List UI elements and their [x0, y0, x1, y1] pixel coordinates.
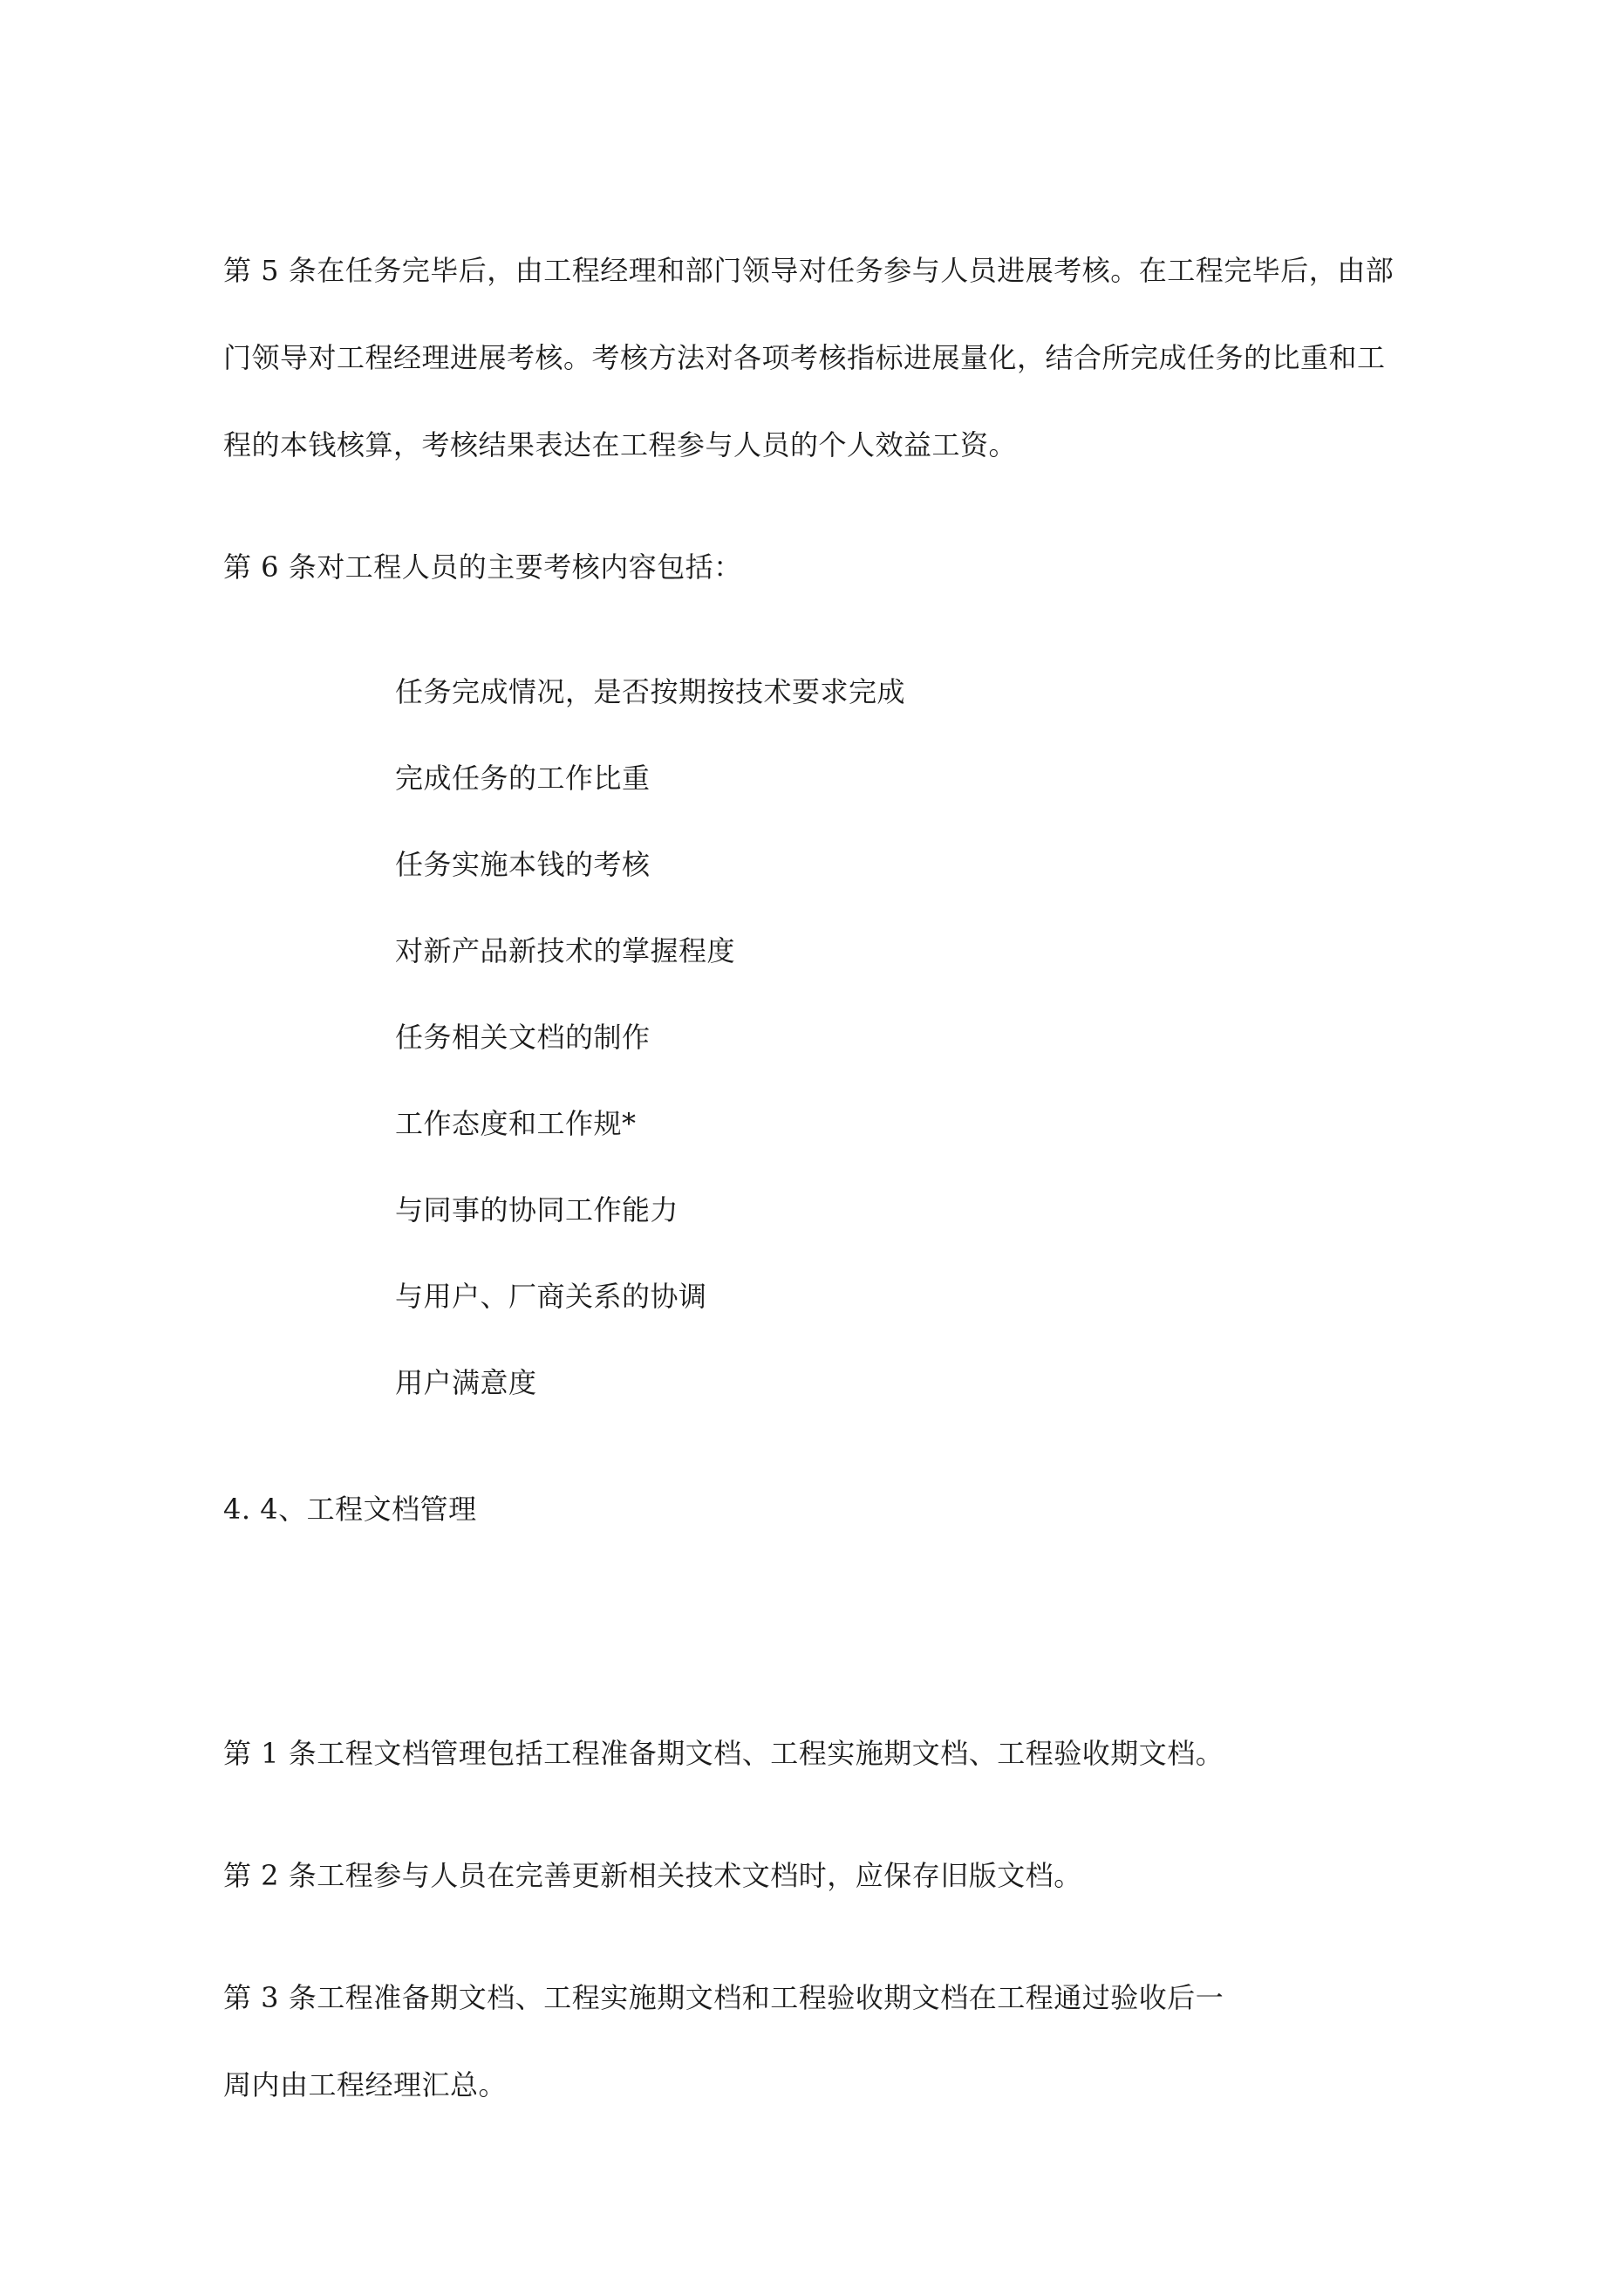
- doc-article-3-line-1: 第 3 条工程准备期文档、工程实施期文档和工程验收期文档在工程通过验收后一: [223, 1981, 1224, 2014]
- assessment-item: 任务完成情况，是否按期按技术要求完成: [395, 675, 906, 708]
- assessment-item: 任务相关文档的制作: [395, 1021, 651, 1054]
- article-5-line-2: 门领导对工程经理进展考核。考核方法对各项考核指标进展量化，结合所完成任务的比重和工: [223, 341, 1386, 374]
- doc-article-3-line-2: 周内由工程经理汇总。: [223, 2068, 508, 2101]
- assessment-item: 与同事的协同工作能力: [395, 1193, 679, 1227]
- article-5-line-3: 程的本钱核算，考核结果表达在工程参与人员的个人效益工资。: [223, 428, 1018, 461]
- assessment-item: 用户满意度: [395, 1366, 537, 1399]
- assessment-item: 任务实施本钱的考核: [395, 848, 651, 881]
- assessment-item: 工作态度和工作规*: [395, 1107, 637, 1140]
- assessment-item: 对新产品新技术的掌握程度: [395, 934, 736, 967]
- doc-article-1: 第 1 条工程文档管理包括工程准备期文档、工程实施期文档、工程验收期文档。: [223, 1737, 1224, 1770]
- doc-article-2: 第 2 条工程参与人员在完善更新相关技术文档时，应保存旧版文档。: [223, 1859, 1082, 1892]
- section-heading: 4. 4、工程文档管理: [223, 1493, 477, 1526]
- assessment-item: 与用户、厂商关系的协调: [395, 1280, 707, 1313]
- assessment-item: 完成任务的工作比重: [395, 762, 651, 795]
- article-5-line-1: 第 5 条在任务完毕后，由工程经理和部门领导对任务参与人员进展考核。在工程完毕后，由部: [223, 254, 1395, 287]
- article-6-intro: 第 6 条对工程人员的主要考核内容包括：: [223, 550, 742, 584]
